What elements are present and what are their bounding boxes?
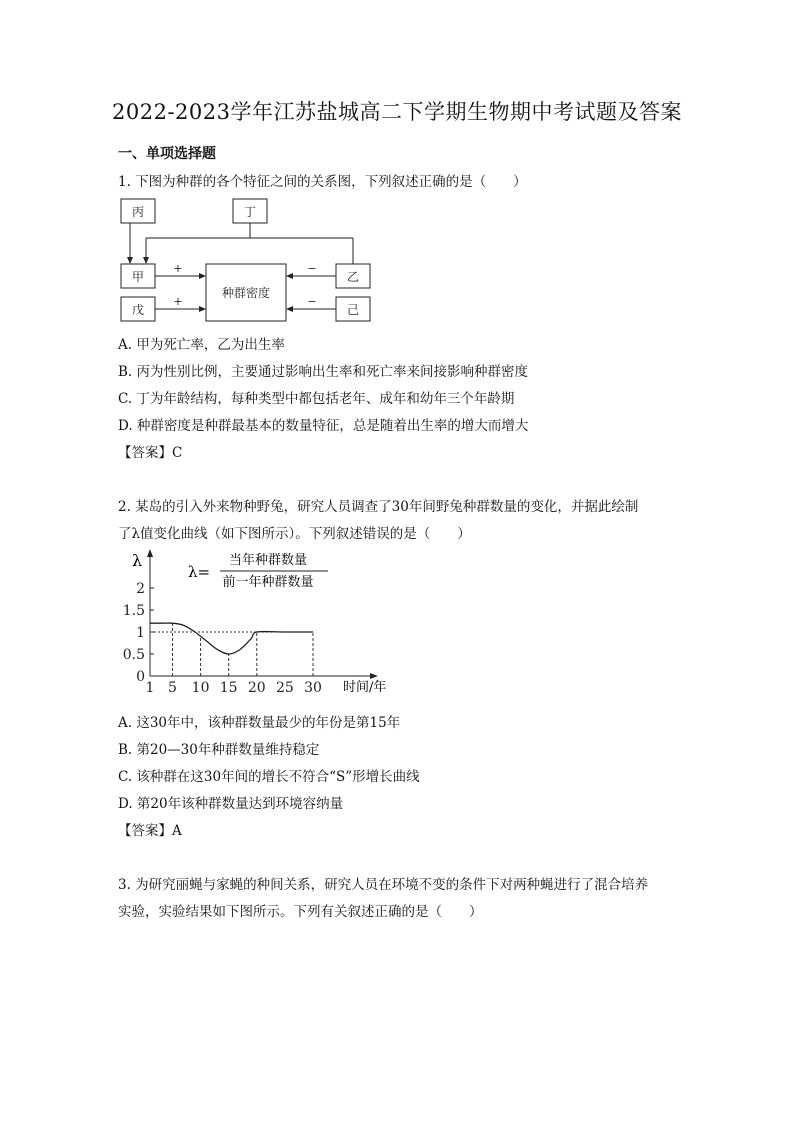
question-1-stem: 1. 下图为种群的各个特征之间的关系图，下列叙述正确的是（ ） [118,174,527,190]
x-tick-label: 20 [247,680,266,696]
formula-numerator: 当年种群数量 [228,553,308,568]
section-heading: 一、单项选择题 [118,146,216,162]
y-axis-label: λ [132,551,143,570]
q2-option-d: D. 第20年该种群数量达到环境容纳量 [118,796,344,812]
q1-option-c: C. 丁为年龄结构，每种类型中都包括老年、成年和幼年三个年龄期 [118,391,515,407]
q1-option-b: B. 丙为性别比例，主要通过影响出生率和死亡率来间接影响种群密度 [118,364,529,380]
label-yi: 乙 [346,270,360,284]
document-title: 2022-2023学年江苏盐城高二下学期生物期中考试题及答案 [112,100,682,124]
formula-denominator: 前一年种群数量 [222,575,314,590]
plus-sign-wu: + [173,295,183,308]
x-tick-label: 25 [275,680,294,696]
x-tick-label: 15 [219,680,238,696]
formula-lhs: λ= [188,563,211,581]
lambda-chart [118,546,388,700]
y-tick-label: 0 [136,669,145,685]
question-2-stem-line1: 2. 某岛的引入外来物种野兔，研究人员调查了30年间野兔种群数量的变化，并据此绘制 [118,499,639,515]
q1-answer: 【答案】C [118,445,183,461]
question-3-stem-line2: 实验，实验结果如下图所示。下列有关叙述正确的是（ ） [118,904,483,920]
y-tick-label: 1 [136,625,145,641]
label-bing: 丙 [131,205,145,219]
q2-answer: 【答案】A [118,823,182,839]
plus-sign-jia: + [173,262,183,275]
x-tick-label: 5 [168,680,177,696]
label-population-density: 种群密度 [221,286,271,300]
x-tick-label: 30 [304,680,322,696]
question-2-stem-line2: 了λ值变化曲线（如下图所示）。下列叙述错误的是（ ） [118,526,471,542]
q2-option-c: C. 该种群在这30年间的增长不符合“S”形增长曲线 [118,769,420,785]
q2-option-a: A. 这30年中，该种群数量最少的年份是第15年 [118,715,401,731]
q2-option-b: B. 第20—30年种群数量维持稳定 [118,742,320,758]
minus-sign-yi: − [307,262,317,275]
minus-sign-ji: − [307,295,317,308]
y-tick-label: 2 [136,581,145,597]
q1-option-a: A. 甲为死亡率，乙为出生率 [118,337,285,353]
q1-option-d: D. 种群密度是种群最基本的数量特征，总是随着出生率的增大而增大 [118,418,529,434]
y-tick-label: 0.5 [122,647,145,663]
y-tick-label: 1.5 [122,603,145,619]
label-wu: 戊 [131,303,145,317]
lambda-series-line [150,623,313,654]
x-axis-label: 时间/年 [343,680,387,695]
label-ji: 己 [346,303,360,317]
x-tick-label: 10 [191,680,210,696]
x-tick-label: 1 [145,680,155,696]
label-jia: 甲 [131,270,145,284]
population-characteristics-diagram [118,196,378,326]
label-ding: 丁 [243,205,257,219]
question-3-stem-line1: 3. 为研究丽蝇与家蝇的种间关系，研究人员在环境不变的条件下对两种蝇进行了混合培养 [118,877,649,893]
